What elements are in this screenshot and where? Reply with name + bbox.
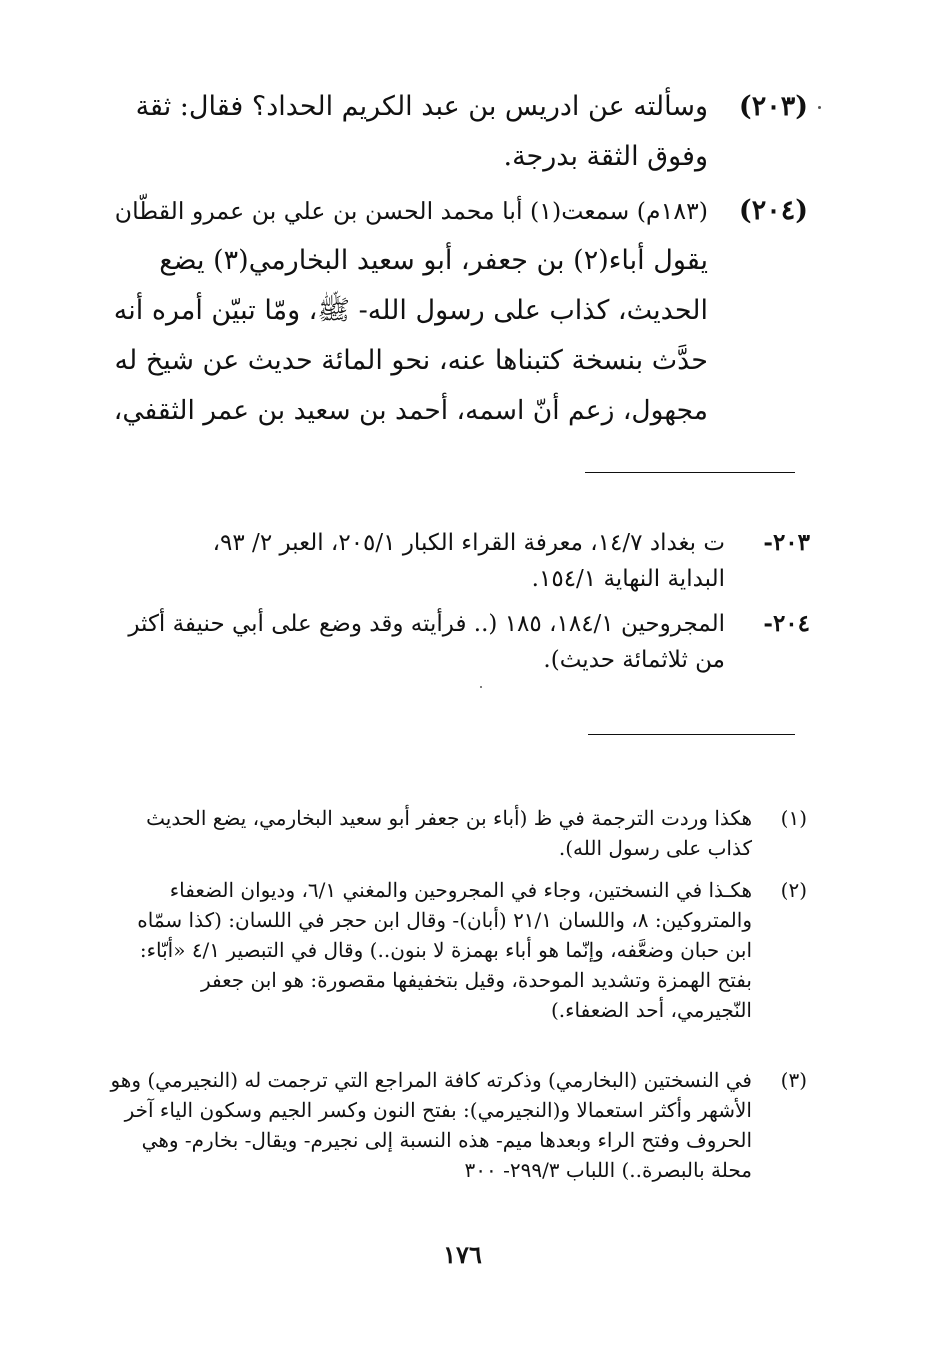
reference-line: البداية النهاية ١٥٤/١. [531, 566, 725, 592]
reference-number: ٢٠٣- [763, 529, 810, 556]
reference-203 [105, 525, 810, 597]
reference-line: المجروحين ١٨٤/١، ١٨٥ (.. فرأيته وقد وضع على أبي حنيفة أكثر [128, 611, 725, 637]
footnote-line: والمتروكين: ٨، واللسان ٢١/١ (أبان)- وقال ابن حجر في اللسان: (كذا سمّاه [137, 908, 752, 932]
reference-204 [105, 606, 810, 678]
entry-number: (٢٠٣) [738, 91, 808, 122]
reference-line: ت بغداد ١٤/٧، معرفة القراء الكبار ٢٠٥/١، العبر ٢/ ٩٣، [212, 530, 725, 556]
footnote-line: بفتح الهمزة وتشديد الموحدة، وقيل بتخفيفها مقصورة: هو ابن جعفر [200, 968, 752, 992]
reference-line: من ثلاثمائة حديث). [543, 647, 725, 673]
entry-204 [108, 186, 808, 436]
entry-line: وسألته عن ادريس بن عبد الكريم الحداد؟ فقال: ثقة [135, 91, 708, 122]
entry-number: (٢٠٤) [738, 195, 808, 226]
footnote-line: محلة بالبصرة..) اللباب ٢٩٩/٣- ٣٠٠ [464, 1158, 752, 1182]
entry-line: حدَّث بنسخة كتبناها عنه، نحو المائة حديث عن شيخ له [114, 345, 708, 376]
footnote-line: هكذا وردت الترجمة في ظ (أباء بن جعفر أبو سعيد البخارمي، يضع الحديث [146, 806, 752, 830]
footnote-2 [105, 875, 807, 1025]
footnote-line: الحروف وفتح الراء وبعدها ميم- هذه النسبة إلى نجيرم- ويقال- بخارم- وهي [141, 1128, 752, 1152]
footnote-line: في النسختين (البخارمي) وذكرته كافة المراجع التي ترجمت له (النجيرمي) وهو [110, 1068, 752, 1092]
scan-speck [818, 106, 821, 109]
separator-rule [585, 472, 795, 473]
footnote-1 [105, 803, 807, 863]
footnote-number: (٣) [780, 1068, 807, 1092]
entry-203 [108, 82, 808, 182]
entry-line: يقول أباء(٢) بن جعفر، أبو سعيد البخارمي(٣) يضع [159, 245, 708, 276]
entry-line: (١٨٣م) سمعت(١) أبا محمد الحسن بن علي بن عمرو القطّان [114, 197, 708, 225]
separator-rule [588, 734, 795, 735]
footnote-line: كذاب على رسول الله). [558, 836, 752, 860]
footnote-line: الأشهر وأكثر استعمالا و(النجيرمي): بفتح النون وكسر الجيم وسكون الياء آخر [124, 1098, 752, 1122]
footnote-line: ابن حبان وضعَّفه، وإنّما هو أباء بهمزة لا بنون..) وقال في التبصير ٤/١ «أبّاء: [139, 938, 752, 962]
footnote-line: النّجيرمي، أحد الضعفاء.) [550, 998, 752, 1022]
footnote-number: (١) [780, 806, 807, 830]
entry-line: الحديث، كذاب على رسول الله- ﷺ، ومّا تبيّن أمره أنه [113, 295, 708, 326]
footnote-number: (٢) [780, 878, 807, 902]
reference-number: ٢٠٤- [763, 610, 810, 637]
scan-speck [480, 686, 482, 688]
footnote-line: هكـذا في النسختين، وجاء في المجروحين والمغني ٦/١، وديوان الضعفاء [169, 878, 752, 902]
page-number: ١٧٦ [443, 1240, 482, 1269]
footnote-3 [105, 1065, 807, 1185]
entry-line: مجهول، زعم أنّ اسمه، أحمد بن سعيد بن عمر الثقفي، [113, 395, 708, 426]
entry-line: وفوق الثقة بدرجة. [503, 141, 708, 172]
